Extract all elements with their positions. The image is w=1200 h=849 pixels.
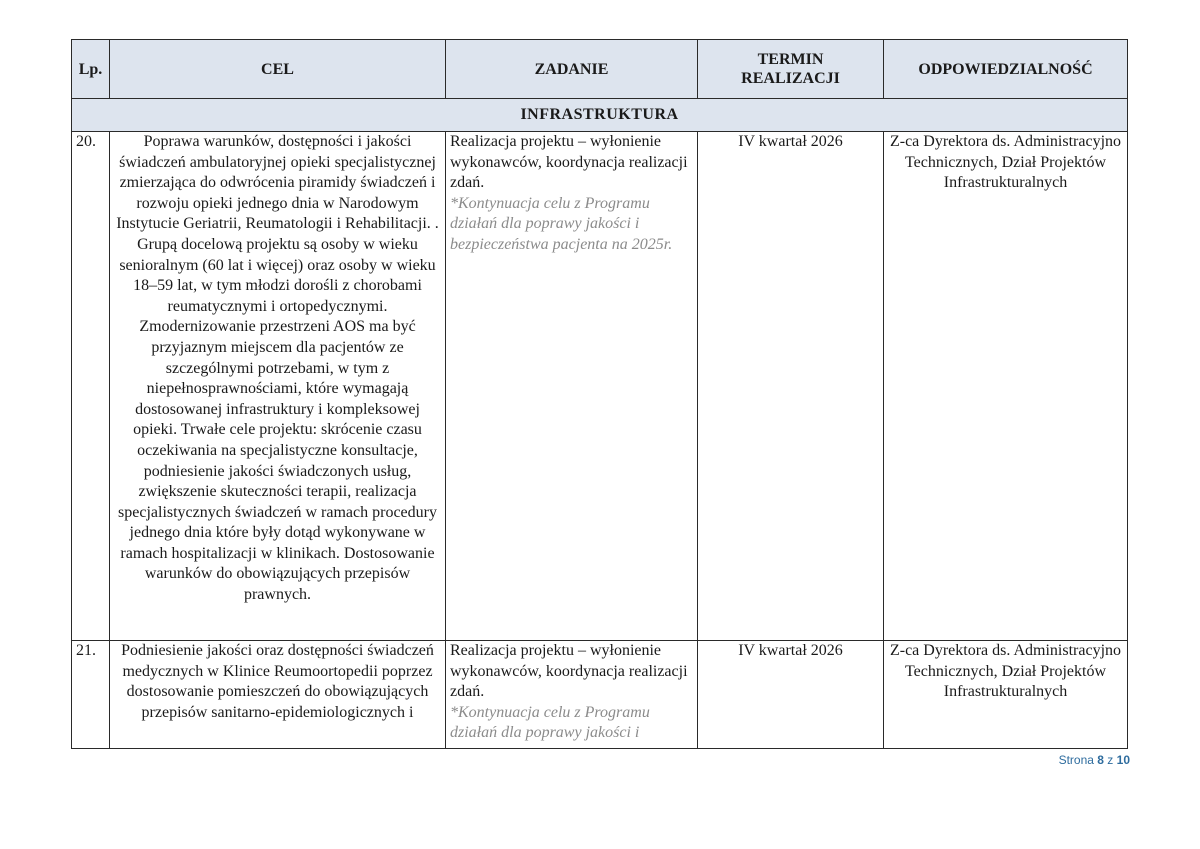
- footer-page-total: 10: [1116, 753, 1130, 767]
- row-cel: [110, 641, 446, 749]
- section-row: [72, 99, 1128, 132]
- page-footer: [1044, 753, 1130, 767]
- row-termin: IV kwartał 2026: [698, 641, 884, 749]
- section-title: INFRASTRUKTURA: [72, 99, 1128, 132]
- header-odpowiedzialnosc: ODPOWIEDZIALNOŚĆ: [884, 40, 1128, 99]
- row-cel: Poprawa warunków, dostępności i jakości świadczeń ambulatoryjnej opieki specjalistycznej zmierzająca do odwrócenia piramidy świadczeń i rozwoju opieki jednego dnia w Narodowym Instytucie Geriatrii, Reumatologii i Rehabilitacji. . Grupą docelową projektu są osoby w wieku senioralnym (60 lat i więcej) oraz osoby w wieku 18–59 lat, w tym młodzi dorośli z chorobami reumatycznymi i ortopedycznymi. Zmodernizowanie przestrzeni AOS ma być przyjaznym miejscem dla pacjentów ze szczególnymi potrzebami, w tym z niepełnosprawnościami, które wymagają dostosowanej infrastruktury i kompleksowej opieki. Trwałe cele projektu: skrócenie czasu oczekiwania na specjalistyczne konsultacje, podniesienie jakości świadczonych usług, zwiększenie skuteczności terapii, realizacja specjalistycznych świadczeń w ramach procedury jednego dnia które były dotąd wykonywane w ramach hospitalizacji w klinikach. Dostosowanie warunków do obowiązujących przepisów prawnych.: [110, 132, 446, 641]
- header-zadanie: ZADANIE: [446, 40, 698, 99]
- plan-table: [71, 39, 1128, 749]
- row-odpowiedzialnosc: Z-ca Dyrektora ds. Administracyjno Technicznych, Dział Projektów Infrastrukturalnych: [884, 132, 1128, 641]
- row-zadanie: [446, 641, 698, 749]
- row-zadanie-clip: [450, 641, 693, 746]
- row-zadanie: [446, 132, 698, 641]
- zadanie-note: *Kontynuacja celu z Programu działań dla poprawy jakości i: [450, 703, 650, 742]
- row-number: 21.: [72, 641, 110, 749]
- table-row: [72, 132, 1128, 641]
- zadanie-text: Realizacja projektu – wyłonienie wykonawców, koordynacja realizacji zdań.: [450, 133, 688, 192]
- footer-separator: z: [1107, 753, 1114, 767]
- header-termin: [698, 40, 884, 99]
- table-row: [72, 641, 1128, 749]
- header-row: [72, 40, 1128, 99]
- header-termin-line1: TERMIN: [757, 51, 824, 68]
- zadanie-text: Realizacja projektu – wyłonienie wykonawców, koordynacja realizacji zdań.: [450, 642, 688, 701]
- footer-page-number: 8: [1097, 753, 1104, 767]
- row-termin: IV kwartał 2026: [698, 132, 884, 641]
- header-termin-line2: REALIZACJI: [741, 70, 840, 87]
- row-odpowiedzialnosc: Z-ca Dyrektora ds. Administracyjno Technicznych, Dział Projektów Infrastrukturalnych: [884, 641, 1128, 749]
- row-number: 20.: [72, 132, 110, 641]
- footer-prefix: Strona: [1058, 753, 1094, 767]
- header-lp: Lp.: [72, 40, 110, 99]
- header-cel: CEL: [110, 40, 446, 99]
- row-cel-text: Podniesienie jakości oraz dostępności świadczeń medycznych w Klinice Reumoortopedii poprzez dostosowanie pomieszczeń do obowiązujących przepisów sanitarno-epidemiologicznych i: [121, 642, 434, 721]
- zadanie-note: *Kontynuacja celu z Programu działań dla poprawy jakości i bezpieczeństwa pacjenta na 2025r.: [450, 194, 673, 253]
